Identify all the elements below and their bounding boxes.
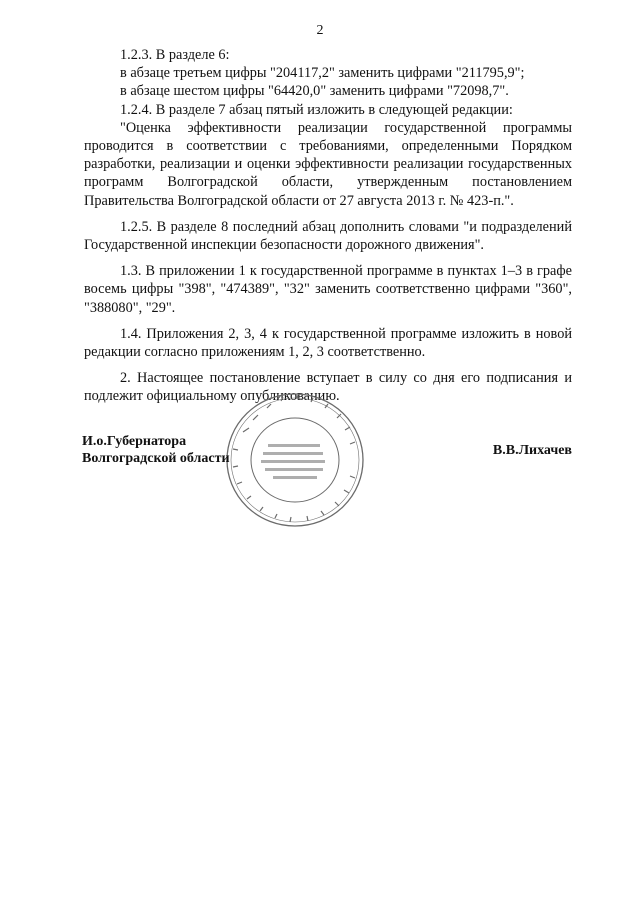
signature-block: [0, 380, 640, 550]
signatory-name: В.В.Лихачев: [492, 443, 572, 458]
paragraph-1-2-3-item-1: в абзаце третьем цифры "204117,2" заменить цифрами "211795,9";: [120, 65, 525, 82]
signatory-position: [82, 433, 230, 467]
signatory-position-line-1: И.о.Губернатора: [82, 434, 187, 449]
official-stamp: [223, 390, 367, 530]
document-body: [84, 46, 572, 406]
paragraph-1-2-4-quote: "Оценка эффективности реализации государственной программы проводится в соответствии с требованиями, определенными Порядком разработки, реализации и оценки эффективности реализации государственных программ Волгоградской области, утвержденным постановлением Правительства Волгоградской области от 27 августа 2013 г. № 423-п.".: [84, 119, 572, 209]
paragraph-1-2-3-heading: 1.2.3. В разделе 6:: [120, 47, 230, 63]
paragraph-1-4: 1.4. Приложения 2, 3, 4 к государственной программе изложить в новой редакции согласно приложениям 1, 2, 3 соответственно.: [84, 325, 572, 361]
paragraph-1-3: 1.3. В приложении 1 к государственной программе в пунктах 1–3 в графе восемь цифры "398", "474389", "32" заменить соответственно цифрами "360", "388080", "29".: [84, 263, 572, 316]
paragraph-1-2-4: 1.2.4. В разделе 7 абзац пятый изложить в следующей редакции:: [120, 101, 513, 118]
paragraph-1-2-3-item-2: в абзаце шестом цифры "64420,0" заменить цифрами "72098,7".: [120, 83, 509, 100]
paragraph-2: 2. Настоящее постановление вступает в силу со дня его подписания и подлежит официальному опубликованию.: [84, 370, 572, 405]
paragraph-1-2-5: 1.2.5. В разделе 8 последний абзац дополнить словами "и подразделений Государственной инспекции безопасности дорожного движения".: [84, 218, 572, 254]
signatory-position-line-2: Волгоградской области: [82, 451, 230, 466]
page-number: 2: [316, 23, 324, 38]
